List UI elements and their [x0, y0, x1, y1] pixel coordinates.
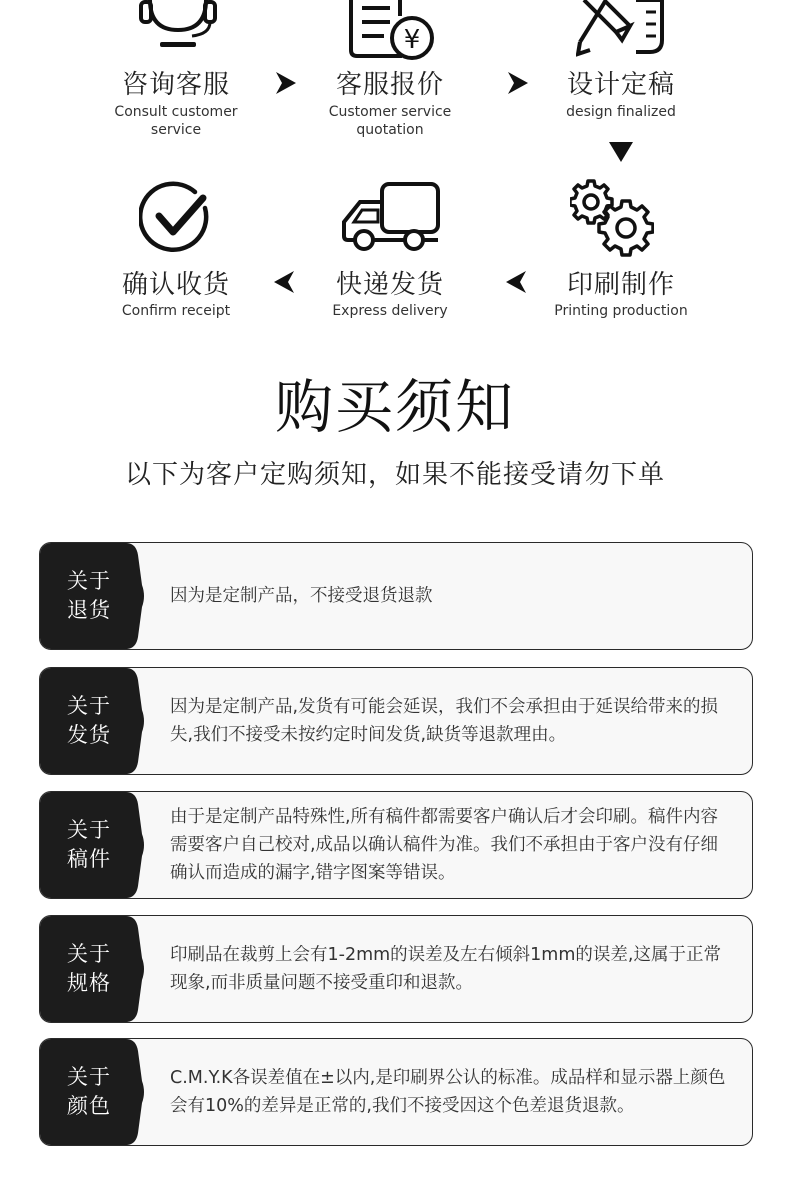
arrow-left-icon — [274, 271, 296, 293]
notice-tab-line1: 关于 — [67, 569, 111, 593]
notice-tab-line1: 关于 — [67, 942, 111, 966]
step-2-subtitle: Customer service quotation — [328, 104, 452, 138]
gears-icon — [570, 175, 654, 259]
notice-tab-line2: 颜色 — [67, 1094, 111, 1118]
pencil-icon — [576, 0, 666, 58]
step-6-subtitle: Confirm receipt — [121, 303, 231, 319]
notice-tab — [40, 1039, 138, 1145]
step-6-title: 确认收货 — [121, 270, 230, 300]
notice-text: C.M.Y.K各误差值在±以内,是印刷界公认的标准。成品样和显示器上颜色会有10%的差异是正常的,我们不接受因这个色差退货退款。 — [170, 1068, 726, 1116]
step-1-subtitle: Consult customer service — [114, 104, 238, 138]
notice-tab — [40, 792, 138, 898]
check-circle-icon — [139, 180, 215, 256]
step-5-title: 快递发货 — [335, 270, 444, 300]
notice-tab-line2: 稿件 — [67, 847, 111, 871]
notice-tab-line1: 关于 — [67, 1065, 111, 1089]
arrow-down-icon — [609, 140, 633, 162]
step-2-title: 客服报价 — [335, 70, 444, 100]
step-3-title: 设计定稿 — [566, 70, 675, 100]
notice-tab — [40, 543, 138, 649]
notice-tab-line2: 规格 — [67, 971, 111, 995]
notice-card-artwork — [39, 791, 753, 899]
notice-text: 印刷品在裁剪上会有1-2mm的误差及左右倾斜1mm的误差,这属于正常现象,而非质量问题不接受重印和退款。 — [170, 945, 721, 993]
arrow-left-icon — [506, 271, 528, 293]
notice-tab-line1: 关于 — [67, 818, 111, 842]
notice-text: 由于是定制产品特殊性,所有稿件都需要客户确认后才会印刷。稿件内容需要客户自己校对,成品以确认稿件为准。我们不承担由于客户没有仔细确认而造成的漏字,错字图案等错误。 — [170, 807, 719, 883]
notice-tab — [40, 668, 138, 774]
step-3-subtitle: design finalized — [566, 104, 676, 120]
step-1-title: 咨询客服 — [121, 70, 230, 100]
notice-text: 因为是定制产品,发货有可能会延误，我们不会承担由于延误给带来的损失,我们不接受未按约定时间发货,缺货等退款理由。 — [170, 697, 719, 745]
page-subtitle: 以下为客户定购须知，如果不能接受请勿下单 — [124, 460, 665, 490]
truck-icon — [340, 182, 444, 254]
notice-tab-line2: 发货 — [67, 723, 111, 747]
notice-tab — [40, 916, 138, 1022]
step-4-subtitle: Printing production — [554, 303, 688, 319]
step-5-subtitle: Express delivery — [332, 303, 448, 319]
step-4-title: 印刷制作 — [566, 270, 675, 300]
arrow-right-icon — [506, 72, 528, 94]
page-title: 购买须知 — [274, 373, 515, 441]
arrow-right-icon — [274, 72, 296, 94]
notice-card-specifications — [39, 915, 753, 1023]
notice-tab-line2: 退货 — [67, 598, 111, 622]
notice-text: 因为是定制产品，不接受退货退款 — [170, 586, 433, 606]
notice-tab-line1: 关于 — [67, 694, 111, 718]
notice-card-returns — [39, 542, 753, 650]
svg-text:¥: ¥ — [403, 25, 421, 55]
notice-card-color — [39, 1038, 753, 1146]
headset-icon — [136, 0, 220, 52]
notice-card-shipping — [39, 667, 753, 775]
invoice-icon — [346, 0, 442, 62]
